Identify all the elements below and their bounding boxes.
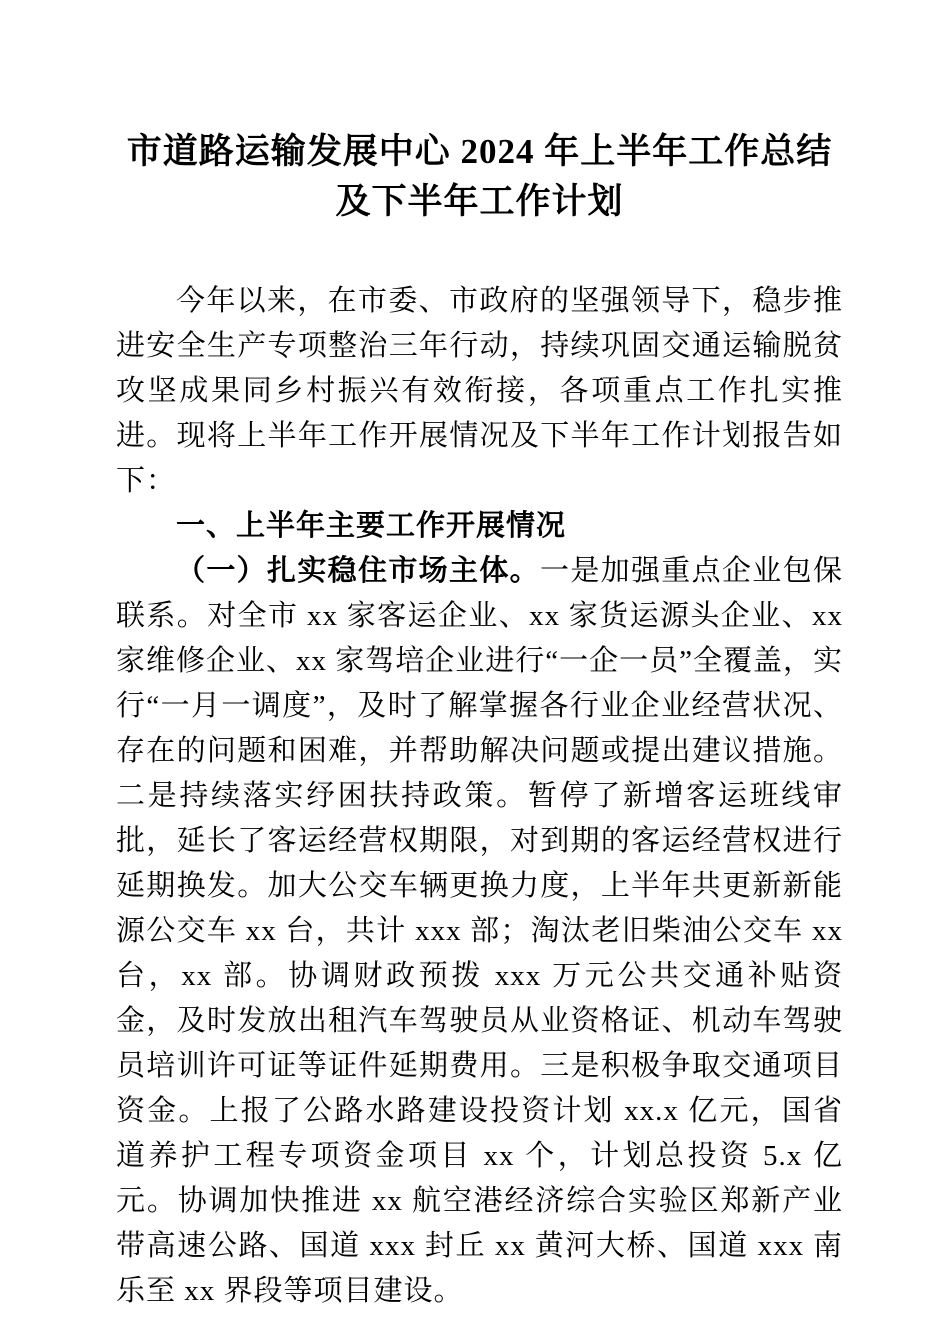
document-title-line-1: 市道路运输发展中心 2024 年上半年工作总结: [126, 132, 833, 171]
section1-paragraph-body: 一是加强重点企业包保联系。对全市 xx 家客运企业、xx 家货运源头企业、xx 家维修企业、xx 家驾培企业进行“一企一员”全覆盖，实行“一月一调度”，及时了解掌握各行业企业经营状况、存在的问题和困难，并帮助解决问题或提出建议措施。二是持续落实纾困扶持政策。暂停了新增客运班线审批，延长了客运经营权期限，对到期的客运经营权进行延期换发。加大公交车辆更换力度，上半年共更新新能源公交车 xx 台，共计 xxx 部；淘汰老旧柴油公交车 xx 台，xx 部。协调财政预拨 xxx 万元公共交通补贴资金，及时发放出租汽车驾驶员从业资格证、机动车驾驶员培训许可证等证件延期费用。三是积极争取交通项目资金。上报了公路水路建设投资计划 xx.x 亿元，国省道养护工程专项资金项目 xx 个，计划总投资 5.x 亿元。协调加快推进 xx 航空港经济综合实验区郑新产业带高速公路、国道 xxx 封丘 xx 黄河大桥、国道 xxx 南乐至 xx 界段等项目建设。: [116, 555, 843, 1307]
document-title-line-2: 及下半年工作计划: [335, 182, 624, 221]
intro-paragraph: 今年以来，在市委、市政府的坚强领导下，稳步推进安全生产专项整治三年行动，持续巩固交通运输脱贫攻坚成果同乡村振兴有效衔接，各项重点工作扎实推进。现将上半年工作开展情况及下半年工作计划报告如下：: [116, 285, 843, 497]
section1-paragraph-lead: （一）扎实稳住市场主体。: [176, 555, 540, 587]
section-heading-first-half-work: 一、上半年主要工作开展情况: [176, 510, 567, 542]
document-title: [116, 127, 843, 227]
section1-paragraph: [116, 549, 843, 1314]
